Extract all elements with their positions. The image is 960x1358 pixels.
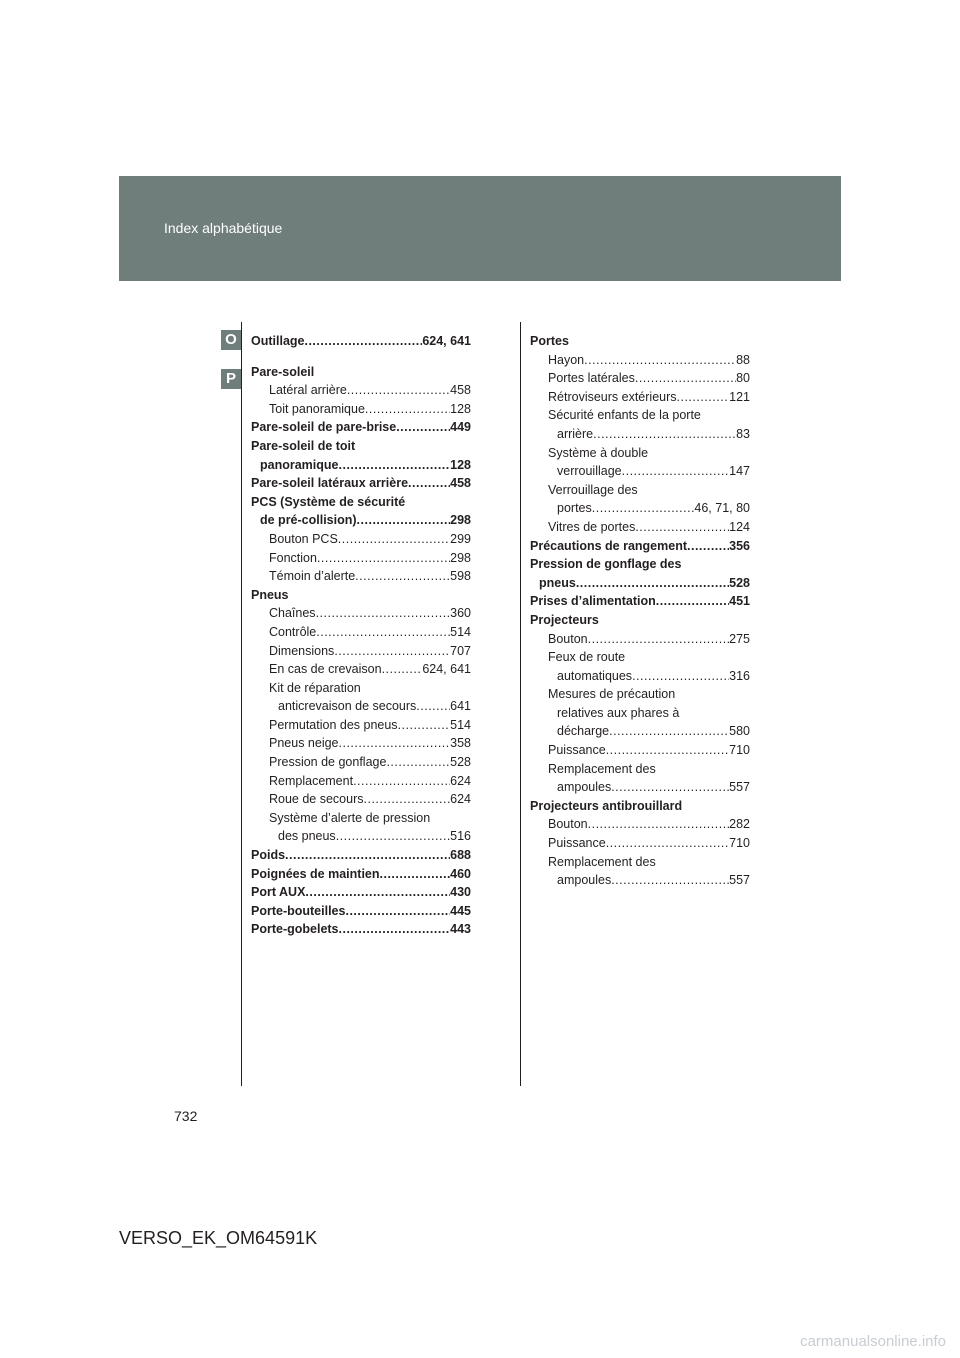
leader-dots: [347, 381, 450, 400]
entry-text: ampoules: [557, 780, 612, 795]
index-entry: [530, 685, 750, 704]
entry-text: Remplacement: [269, 773, 354, 788]
entry-page-ref: 299: [450, 531, 471, 546]
watermark: carmanualsonline.info: [800, 1333, 946, 1350]
entry-page-ref: 275: [729, 631, 750, 646]
entry-text: Remplacement des: [548, 761, 656, 776]
entry-page-ref: 557: [729, 780, 750, 795]
index-entry: [530, 537, 750, 556]
index-entry: [251, 549, 471, 568]
index-entry: [530, 871, 750, 890]
entry-text: Système d’alerte de pression: [269, 810, 431, 825]
entry-text: anticrevaison de secours: [278, 699, 417, 714]
entry-page-ref: 624, 641: [422, 334, 471, 348]
entry-page-ref: 460: [450, 866, 471, 881]
index-entry: [530, 332, 750, 351]
section-header: [119, 176, 841, 281]
entry-text: Mesures de précaution: [548, 687, 676, 702]
index-entry: [251, 456, 471, 475]
entry-page-ref: 298: [450, 550, 471, 565]
index-column-right: [530, 332, 750, 890]
entry-page-ref: 282: [729, 817, 750, 832]
index-entry: [251, 920, 471, 939]
leader-dots: [588, 815, 730, 834]
entry-page-ref: 624: [450, 773, 471, 788]
leader-dots: [339, 456, 451, 475]
entry-page-ref: 516: [450, 829, 471, 844]
entry-text: Projecteurs: [530, 612, 599, 627]
index-entry: [251, 437, 471, 456]
entry-page-ref: 358: [450, 736, 471, 751]
entry-text: Puissance: [548, 743, 606, 758]
leader-dots: [353, 772, 450, 791]
entry-text: ampoules: [557, 873, 612, 888]
entry-page-ref: 124: [729, 519, 750, 534]
entry-text: de pré-collision): [260, 513, 357, 528]
leader-dots: [380, 865, 451, 884]
leader-dots: [606, 741, 729, 760]
index-entry: [530, 481, 750, 500]
entry-page-ref: 580: [729, 724, 750, 739]
entry-text: Rétroviseurs extérieurs: [548, 389, 677, 404]
entry-text: Kit de réparation: [269, 680, 361, 695]
entry-text: Pneus: [251, 587, 289, 602]
entry-page-ref: 356: [729, 538, 750, 553]
entry-page-ref: 624, 641: [422, 662, 471, 677]
column-divider-left: [241, 322, 242, 1086]
index-entry: [530, 834, 750, 853]
leader-dots: [611, 778, 729, 797]
index-entry: [530, 760, 750, 779]
entry-page-ref: 121: [729, 389, 750, 404]
leader-dots: [606, 834, 729, 853]
entry-text: Verrouillage des: [548, 482, 638, 497]
index-entry: [251, 753, 471, 772]
leader-dots: [584, 351, 736, 370]
entry-text: PCS (Système de sécurité: [251, 494, 406, 509]
index-entry: [251, 642, 471, 661]
leader-dots: [345, 902, 450, 921]
index-entry: [251, 809, 471, 828]
entry-page-ref: 128: [450, 401, 471, 416]
leader-dots: [334, 642, 450, 661]
entry-text: Projecteurs antibrouillard: [530, 798, 683, 813]
index-entry: [251, 381, 471, 400]
entry-text: Pression de gonflage des: [530, 557, 682, 572]
entry-text: décharge: [557, 724, 610, 739]
index-entry: [530, 555, 750, 574]
entry-page-ref: 688: [450, 848, 471, 863]
entry-text: Permutation des pneus: [269, 717, 398, 732]
leader-dots: [365, 400, 450, 419]
entry-text: Porte-bouteilles: [251, 903, 346, 918]
index-entry: [251, 586, 471, 605]
index-entry: [251, 827, 471, 846]
entry-text: Dimensions: [269, 643, 335, 658]
entry-text: des pneus: [278, 829, 336, 844]
entry-page-ref: 458: [450, 383, 471, 398]
leader-dots: [588, 630, 730, 649]
entry-text: Pare-soleil latéraux arrière: [251, 476, 409, 491]
index-entry: [251, 332, 471, 351]
index-entry: [251, 418, 471, 437]
entry-gap: [251, 351, 471, 363]
entry-page-ref: 46, 71, 80: [694, 501, 750, 516]
column-divider-right: [520, 322, 521, 1086]
entry-text: Fonction: [269, 550, 317, 565]
index-entry: [530, 425, 750, 444]
leader-dots: [336, 827, 450, 846]
index-entry: [530, 592, 750, 611]
leader-dots: [635, 518, 729, 537]
entry-text: Remplacement des: [548, 854, 656, 869]
entry-page-ref: 430: [450, 885, 471, 900]
index-entry: [251, 883, 471, 902]
leader-dots: [304, 332, 422, 351]
entry-text: Pression de gonflage: [269, 755, 387, 770]
leader-dots: [364, 790, 451, 809]
entry-page-ref: 128: [450, 457, 471, 472]
entry-page-ref: 557: [729, 873, 750, 888]
entry-page-ref: 316: [729, 668, 750, 683]
index-entry: [530, 611, 750, 630]
leader-dots: [609, 722, 729, 741]
index-entry: [251, 363, 471, 382]
index-entry: [251, 846, 471, 865]
index-entry: [530, 406, 750, 425]
index-entry: [530, 388, 750, 407]
leader-dots: [317, 549, 450, 568]
entry-text: Outillage: [251, 334, 305, 348]
index-entry: [530, 648, 750, 667]
index-entry: [251, 679, 471, 698]
entry-page-ref: 528: [729, 575, 750, 590]
entry-text: Témoin d’alerte: [269, 569, 356, 584]
entry-page-ref: 88: [736, 352, 750, 367]
entry-page-ref: 528: [450, 755, 471, 770]
index-entry: [251, 567, 471, 586]
entry-page-ref: 707: [450, 643, 471, 658]
leader-dots: [592, 499, 695, 518]
index-entry: [251, 623, 471, 642]
entry-page-ref: 80: [736, 371, 750, 386]
index-entry: [530, 630, 750, 649]
entry-page-ref: 449: [450, 420, 471, 435]
index-entry: [530, 778, 750, 797]
entry-text: Poignées de maintien: [251, 866, 380, 881]
entry-text: Pare-soleil de pare-brise: [251, 420, 397, 435]
entry-text: Pare-soleil: [251, 364, 315, 379]
leader-dots: [656, 592, 729, 611]
leader-dots: [398, 716, 451, 735]
entry-text: Feux de route: [548, 650, 626, 665]
leader-dots: [357, 511, 451, 530]
entry-page-ref: 641: [450, 699, 471, 714]
leader-dots: [677, 388, 730, 407]
leader-dots: [355, 567, 450, 586]
leader-dots: [408, 474, 450, 493]
leader-dots: [635, 369, 736, 388]
leader-dots: [576, 574, 729, 593]
entry-text: Bouton: [548, 631, 588, 646]
index-entry: [251, 697, 471, 716]
leader-dots: [382, 660, 423, 679]
leader-dots: [416, 697, 450, 716]
entry-text: Bouton: [548, 817, 588, 832]
leader-dots: [396, 418, 450, 437]
entry-text: Port AUX: [251, 885, 306, 900]
section-title: Index alphabétique: [164, 220, 283, 236]
entry-text: automatiques: [557, 668, 633, 683]
leader-dots: [611, 871, 729, 890]
entry-page-ref: 514: [450, 717, 471, 732]
index-entry: [251, 530, 471, 549]
index-entry: [251, 660, 471, 679]
index-entry: [251, 493, 471, 512]
entry-text: Hayon: [548, 352, 585, 367]
entry-page-ref: 445: [450, 903, 471, 918]
letter-tab-o: O: [221, 330, 241, 350]
entry-page-ref: 598: [450, 569, 471, 584]
entry-text: Prises d’alimentation: [530, 594, 656, 609]
index-column-left: [251, 332, 471, 939]
index-entry: [251, 400, 471, 419]
entry-text: Vitres de portes: [548, 519, 636, 534]
page-number: 732: [174, 1108, 198, 1124]
index-entry: [530, 444, 750, 463]
entry-text: Contrôle: [269, 624, 317, 639]
index-entry: [251, 604, 471, 623]
entry-text: pneus: [539, 575, 576, 590]
entry-text: Portes latérales: [548, 371, 635, 386]
entry-page-ref: 514: [450, 624, 471, 639]
entry-page-ref: 458: [450, 476, 471, 491]
index-entry: [530, 667, 750, 686]
index-entry: [530, 351, 750, 370]
entry-text: Bouton PCS: [269, 531, 338, 546]
entry-page-ref: 624: [450, 792, 471, 807]
index-entry: [251, 734, 471, 753]
leader-dots: [339, 920, 451, 939]
leader-dots: [316, 623, 450, 642]
entry-page-ref: 443: [450, 922, 471, 937]
leader-dots: [593, 425, 736, 444]
index-entry: [530, 722, 750, 741]
entry-page-ref: 710: [729, 743, 750, 758]
index-entry: [251, 865, 471, 884]
index-entry: [530, 741, 750, 760]
entry-text: Puissance: [548, 836, 606, 851]
index-entry: [251, 716, 471, 735]
index-entry: [530, 704, 750, 723]
entry-page-ref: 360: [450, 606, 471, 621]
entry-page-ref: 451: [729, 594, 750, 609]
entry-text: Système à double: [548, 445, 649, 460]
index-entry: [530, 797, 750, 816]
leader-dots: [305, 883, 450, 902]
entry-text: Porte-gobelets: [251, 922, 339, 937]
leader-dots: [632, 667, 729, 686]
index-entry: [530, 518, 750, 537]
entry-text: relatives aux phares à: [557, 705, 680, 720]
entry-text: Précautions de rangement: [530, 538, 687, 553]
entry-text: Pare-soleil de toit: [251, 438, 356, 453]
leader-dots: [386, 753, 450, 772]
entry-text: Roue de secours: [269, 792, 364, 807]
index-entry: [251, 790, 471, 809]
entry-page-ref: 710: [729, 836, 750, 851]
entry-text: Latéral arrière: [269, 383, 347, 398]
index-entry: [530, 574, 750, 593]
entry-text: arrière: [557, 426, 594, 441]
leader-dots: [338, 530, 450, 549]
entry-text: verrouillage: [557, 464, 622, 479]
entry-page-ref: 83: [736, 426, 750, 441]
document-code: VERSO_EK_OM64591K: [119, 1228, 318, 1248]
leader-dots: [339, 734, 451, 753]
entry-page-ref: 298: [450, 513, 471, 528]
index-entry: [251, 902, 471, 921]
entry-text: panoramique: [260, 457, 339, 472]
entry-text: Poids: [251, 848, 286, 863]
leader-dots: [622, 462, 730, 481]
entry-page-ref: 147: [729, 464, 750, 479]
index-entry: [530, 499, 750, 518]
index-entry: [530, 369, 750, 388]
leader-dots: [316, 604, 451, 623]
letter-tab-p: P: [221, 369, 241, 389]
entry-text: portes: [557, 501, 592, 516]
index-entry: [530, 815, 750, 834]
entry-text: En cas de crevaison: [269, 662, 382, 677]
index-entry: [251, 474, 471, 493]
index-entry: [530, 853, 750, 872]
entry-text: Sécurité enfants de la porte: [548, 408, 701, 423]
entry-text: Pneus neige: [269, 736, 339, 751]
leader-dots: [687, 537, 729, 556]
index-entry: [251, 772, 471, 791]
index-entry: [251, 511, 471, 530]
leader-dots: [285, 846, 450, 865]
entry-text: Portes: [530, 334, 569, 348]
entry-text: Toit panoramique: [269, 401, 365, 416]
entry-text: Chaînes: [269, 606, 316, 621]
index-entry: [530, 462, 750, 481]
